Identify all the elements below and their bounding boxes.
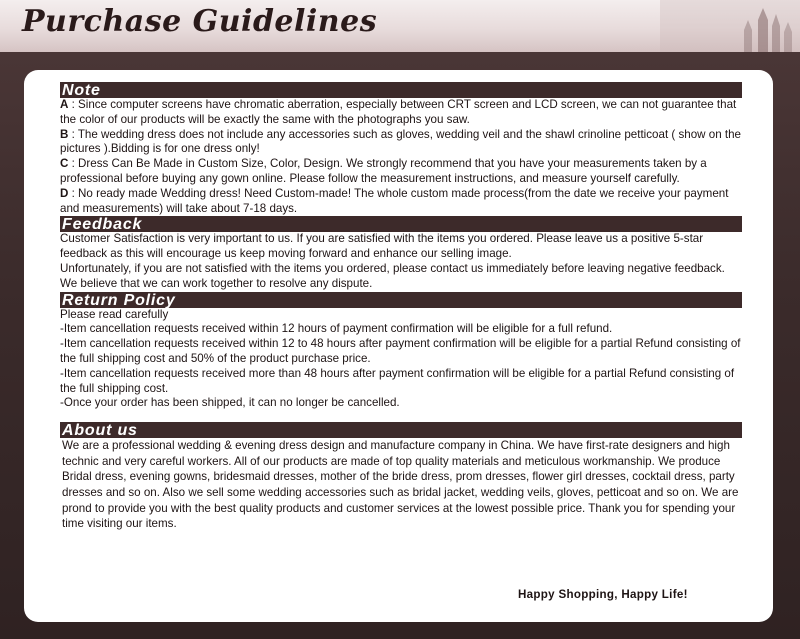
return-policy-line: -Item cancellation requests received within 12 hours of payment confirmation will be eligible for a full refund. [60,322,613,336]
return-policy-line: Please read carefully [60,307,169,321]
footer-slogan: Happy Shopping, Happy Life! [518,588,688,601]
return-policy-line: -Once your order has been shipped, it can no longer be cancelled. [60,396,400,410]
page-header [0,0,800,52]
return-policy-line: -Item cancellation requests received more than 48 hours after payment confirmation will be eligible for a partial Refund consisting of the full shipping cost. [60,366,735,395]
note-item-b: B : The wedding dress does not include any accessories such as gloves, wedding veil and the shawl crinoline petticoat ( show on the pictures ).Bidding is for one dress only! [60,127,741,156]
note-item-c: C : Dress Can Be Made in Custom Size, Color, Design. We strongly recommend that you have your measurements taken by a professional before buying any gown online. Please follow the measurement instructions, and measure yourself carefully. [60,157,707,185]
page-title: Purchase Guidelines [22,4,378,39]
about-heading: About us [60,422,742,438]
feedback-paragraph: Unfortunately, if you are not satisfied with the items you ordered, please contact us immediately before leaving negative feedback. We believe that we can work together to resolve any dispute. [60,261,725,290]
feedback-paragraph: Customer Satisfaction is very important to us. If you are satisfied with the items you ordered. Please leave us a positive 5-star feedback as this will encourage us keep moving forward and enhance our selling image. [60,232,704,261]
cathedral-decoration [660,0,800,52]
return-policy-line: -Item cancellation requests received within 12 to 48 hours after payment confirmation will be eligible for a partial Refund consisting of the full shipping cost and 50% of the product purchase price. [60,337,741,365]
return-policy-heading: Return Policy [60,292,742,308]
about-text: We are a professional wedding & evening dress design and manufacture company in China. We have first-rate designers and high technic and very careful workers. All of our products are made of top quality materials and meticulous workmanship. We produce Bridal dress, evening gowns, bridesmaid dresses, mother of the bride dress, prom dresses, flower girl dresses, cocktail dress, party dresses and so on. Also we sell some wedding accessories such as bridal jacket, wedding veils, gloves, petticoat and so on. We are prond to provide you with the best quality products and customer services at the lowest possible price. Thank you for spending your time visiting our items. [62,439,739,531]
note-item-d: D : No ready made Wedding dress! Need Custom-made! The whole custom made process(from the date we receive your payment and measurements) will take about 7-18 days. [60,186,729,215]
note-item-a: A : Since computer screens have chromatic aberration, especially between CRT screen and LCD screen, we can not guarantee that the color of our products will be exactly the same with the photographs you saw. [60,98,737,126]
feedback-heading: Feedback [60,216,742,232]
guidelines-content [60,82,742,532]
note-heading: Note [60,82,742,98]
